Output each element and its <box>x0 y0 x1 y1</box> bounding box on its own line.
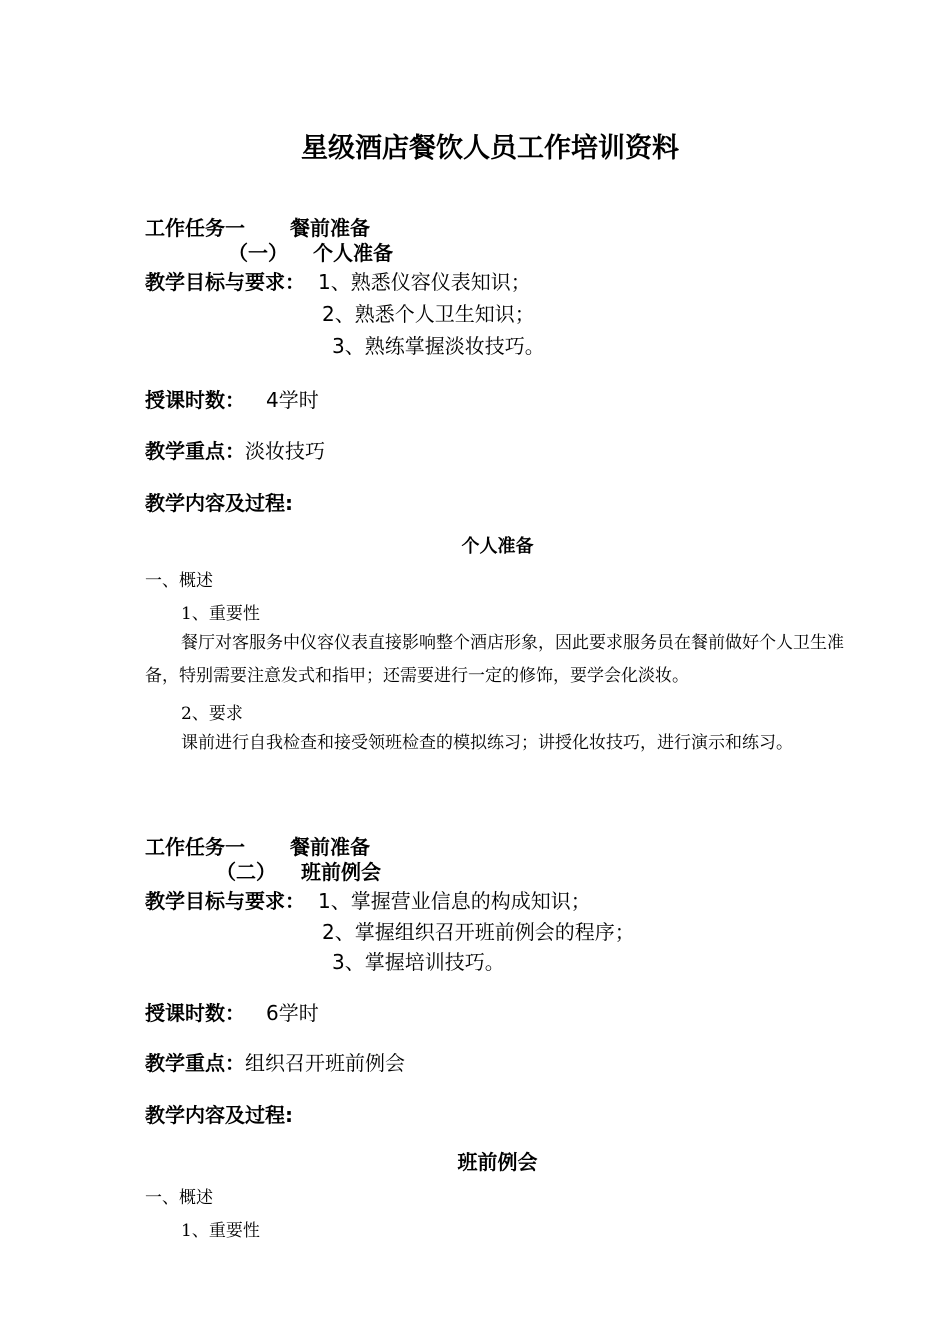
overview-heading: 一、概述 <box>145 571 213 591</box>
overview-heading: 一、概述 <box>145 1188 213 1208</box>
goal-item: 3、掌握培训技巧。 <box>332 950 505 974</box>
document-title: 星级酒店餐饮人员工作培训资料 <box>301 133 679 164</box>
point-heading: 1、重要性 <box>181 604 260 624</box>
subsection-number: （二） <box>216 860 276 884</box>
focus-line <box>145 435 325 464</box>
hours-label: 授课时数： <box>145 388 245 412</box>
goal-item: 1、掌握营业信息的构成知识； <box>318 889 591 913</box>
subsection-name: 班前例会 <box>301 860 381 884</box>
subsection-name: 个人准备 <box>313 241 393 265</box>
goal-item: 2、熟悉个人卫生知识； <box>322 302 535 326</box>
goal-item: 3、熟练掌握淡妆技巧。 <box>332 334 545 358</box>
goal-item: 2、掌握组织召开班前例会的程序； <box>322 920 635 944</box>
focus-value: 淡妆技巧 <box>245 439 325 463</box>
point-heading: 1、重要性 <box>181 1221 260 1241</box>
paragraph: 课前进行自我检查和接受领班检查的模拟练习；讲授化妆技巧，进行演示和练习。 <box>181 733 793 753</box>
paragraph: 餐厅对客服务中仪容仪表直接影响整个酒店形象，因此要求服务员在餐前做好个人卫生准备，特别需要注意发式和指甲；还需要进行一定的修饰，要学会化淡妆。 <box>145 633 844 686</box>
subsection-number: （一） <box>228 241 288 265</box>
goal-item: 1、熟悉仪容仪表知识； <box>318 270 531 294</box>
task-label: 工作任务一 <box>145 216 245 240</box>
focus-label: 教学重点： <box>145 1051 245 1075</box>
task-name: 餐前准备 <box>290 835 370 859</box>
content-heading: 班前例会 <box>457 1150 538 1174</box>
goals-label: 教学目标与要求： <box>145 270 305 294</box>
focus-value: 组织召开班前例会 <box>245 1051 405 1075</box>
hours-value: 4学时 <box>266 388 319 412</box>
content-label: 教学内容及过程: <box>145 491 293 515</box>
content-heading: 个人准备 <box>461 536 534 557</box>
goals-label: 教学目标与要求： <box>145 889 305 913</box>
task-name: 餐前准备 <box>290 216 370 240</box>
point-heading: 2、要求 <box>181 704 243 724</box>
focus-line <box>145 1047 405 1076</box>
focus-label: 教学重点： <box>145 439 245 463</box>
content-label: 教学内容及过程: <box>145 1103 293 1127</box>
hours-label: 授课时数： <box>145 1001 245 1025</box>
hours-value: 6学时 <box>266 1001 319 1025</box>
task-label: 工作任务一 <box>145 835 245 859</box>
